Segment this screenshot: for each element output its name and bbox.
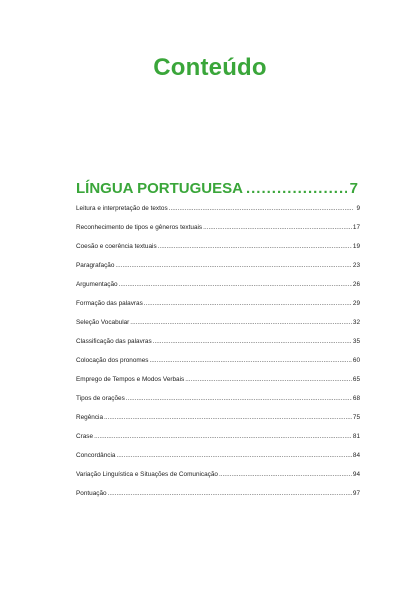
toc-entry-label: Reconhecimento de tipos e gêneros textuais: [76, 224, 203, 231]
toc-entry-page: 75: [352, 414, 360, 421]
leader-dots: [149, 357, 351, 364]
toc-entry-label: Coesão e coerência textuais: [76, 243, 157, 250]
toc-entry[interactable]: [76, 433, 360, 452]
toc-entry-label: Colocação dos pronomes: [76, 357, 149, 364]
section-heading-lingua-portuguesa[interactable]: [76, 180, 358, 197]
toc-entry[interactable]: [76, 243, 360, 262]
leader-dots: [158, 243, 352, 250]
toc-entry[interactable]: [76, 471, 360, 490]
toc-entry[interactable]: [76, 300, 360, 319]
toc-entry-page: 32: [352, 319, 360, 326]
toc-entry-page: 68: [352, 395, 360, 402]
toc-entry-page: 97: [352, 490, 360, 497]
toc-entry-page: 29: [352, 300, 360, 307]
toc-entry[interactable]: [76, 452, 360, 471]
toc-entry-label: Emprego de Tempos e Modos Verbais: [76, 376, 185, 383]
leader-dots: [119, 281, 352, 288]
leader-dots: [203, 224, 352, 231]
toc-entry-page: 94: [352, 471, 360, 478]
toc-entry-page: 26: [352, 281, 360, 288]
toc-entry-label: Seleção Vocabular: [76, 319, 130, 326]
toc-entry-label: Crase: [76, 433, 94, 440]
toc-entry[interactable]: [76, 395, 360, 414]
toc-entry[interactable]: [76, 490, 360, 509]
toc-entry[interactable]: [76, 376, 360, 395]
table-of-contents: [76, 205, 360, 509]
toc-entry-label: Pontuação: [76, 490, 107, 497]
toc-entry-label: Tipos de orações: [76, 395, 125, 402]
toc-entry-page: 65: [352, 376, 360, 383]
toc-entry-page: 17: [352, 224, 360, 231]
leader-dots: [94, 433, 352, 440]
toc-entry-label: Leitura e interpretação de textos: [76, 205, 168, 212]
toc-entry[interactable]: [76, 281, 360, 300]
leader-dots: [115, 262, 352, 269]
toc-entry-label: Variação Linguística e Situações de Comunicação: [76, 471, 218, 478]
leader-dots: [116, 452, 351, 459]
toc-entry-label: Argumentação: [76, 281, 118, 288]
toc-entry-label: Concordância: [76, 452, 116, 459]
leader-dots: [130, 319, 352, 326]
toc-entry-label: Classificação das palavras: [76, 338, 152, 345]
leader-dots: [169, 205, 353, 212]
leader-dots: [153, 338, 352, 345]
toc-entry-page: 9: [356, 205, 360, 212]
leader-dots: [185, 376, 352, 383]
toc-entry[interactable]: [76, 262, 360, 281]
toc-entry-page: 35: [352, 338, 360, 345]
toc-entry-page: 81: [352, 433, 360, 440]
toc-entry[interactable]: [76, 414, 360, 433]
toc-entry-page: 19: [352, 243, 360, 250]
leader-dots: [246, 180, 347, 197]
toc-entry[interactable]: [76, 357, 360, 376]
section-label: LÍNGUA PORTUGUESA: [76, 180, 243, 197]
toc-entry-page: 60: [352, 357, 360, 364]
leader-dots: [108, 490, 352, 497]
toc-entry[interactable]: [76, 338, 360, 357]
leader-dots: [219, 471, 352, 478]
section-page-number: 7: [349, 180, 358, 197]
toc-entry[interactable]: [76, 224, 360, 243]
toc-entry-label: Paragrafação: [76, 262, 115, 269]
leader-dots: [144, 300, 352, 307]
toc-entry[interactable]: [76, 319, 360, 338]
leader-dots: [126, 395, 352, 402]
toc-entry-page: 23: [352, 262, 360, 269]
page-title: Conteúdo: [153, 54, 267, 81]
leader-dots: [104, 414, 352, 421]
toc-entry[interactable]: [76, 205, 360, 224]
toc-entry-label: Formação das palavras: [76, 300, 143, 307]
toc-entry-label: Regência: [76, 414, 104, 421]
toc-entry-page: 84: [352, 452, 360, 459]
